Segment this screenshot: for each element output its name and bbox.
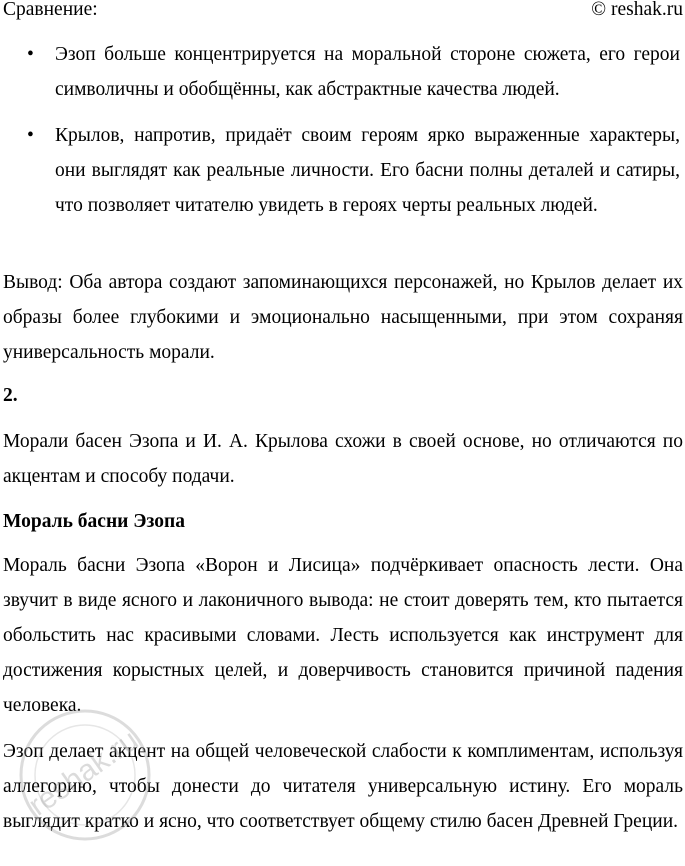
section-number: 2. (3, 385, 18, 406)
conclusion-paragraph: Вывод: Оба автора создают запоминающихся персонажей, но Крылов делает их образы более глубокими и эмоционально насыщенными, при этом сохраняя универсальность морали. (3, 272, 683, 363)
bullet-icon: • (27, 125, 34, 146)
list-item (0, 37, 685, 107)
body-paragraph-2: Эзоп делает акцент на общей человеческой слабости к комплиментам, используя аллегорию, чтобы донести до читателя универсальную истину. Его мораль выглядит кратко и ясно, что соответствует общему стилю басен Древней Греции. (3, 741, 683, 832)
watermark-text: reshak.ru (22, 723, 145, 823)
body-paragraph-1: Мораль басни Эзопа «Ворон и Лисица» подчёркивает опасность лести. Она звучит в виде ясного и лаконичного вывода: не стоит доверять тем, кто пытается обольстить нас красивыми словами. Лесть используется как инструмент для достижения корыстных целей, и доверчивость становится причиной падения человека. (3, 555, 683, 716)
list-item-text: Эзоп больше концентрируется на моральной стороне сюжета, его герои символичны и обобщённы, как абстрактные качества людей. (55, 44, 680, 100)
intro-paragraph: Морали басен Эзопа и И. А. Крылова схожи в своей основе, но отличаются по акцентам и способу подачи. (3, 431, 683, 487)
list-item-text: Крылов, напротив, придаёт своим героям ярко выраженные характеры, они выглядят как реальные личности. Его басни полны деталей и сатиры, что позволяет читателю увидеть в героях черты реальных людей. (55, 125, 680, 216)
subheading: Мораль басни Эзопа (3, 511, 185, 532)
page-header (0, 0, 685, 24)
bullet-icon: • (27, 44, 34, 65)
comparison-list (0, 37, 685, 234)
section-title: Сравнение: (3, 0, 98, 20)
copyright-label: © reshak.ru (591, 0, 683, 20)
list-item (0, 118, 685, 223)
